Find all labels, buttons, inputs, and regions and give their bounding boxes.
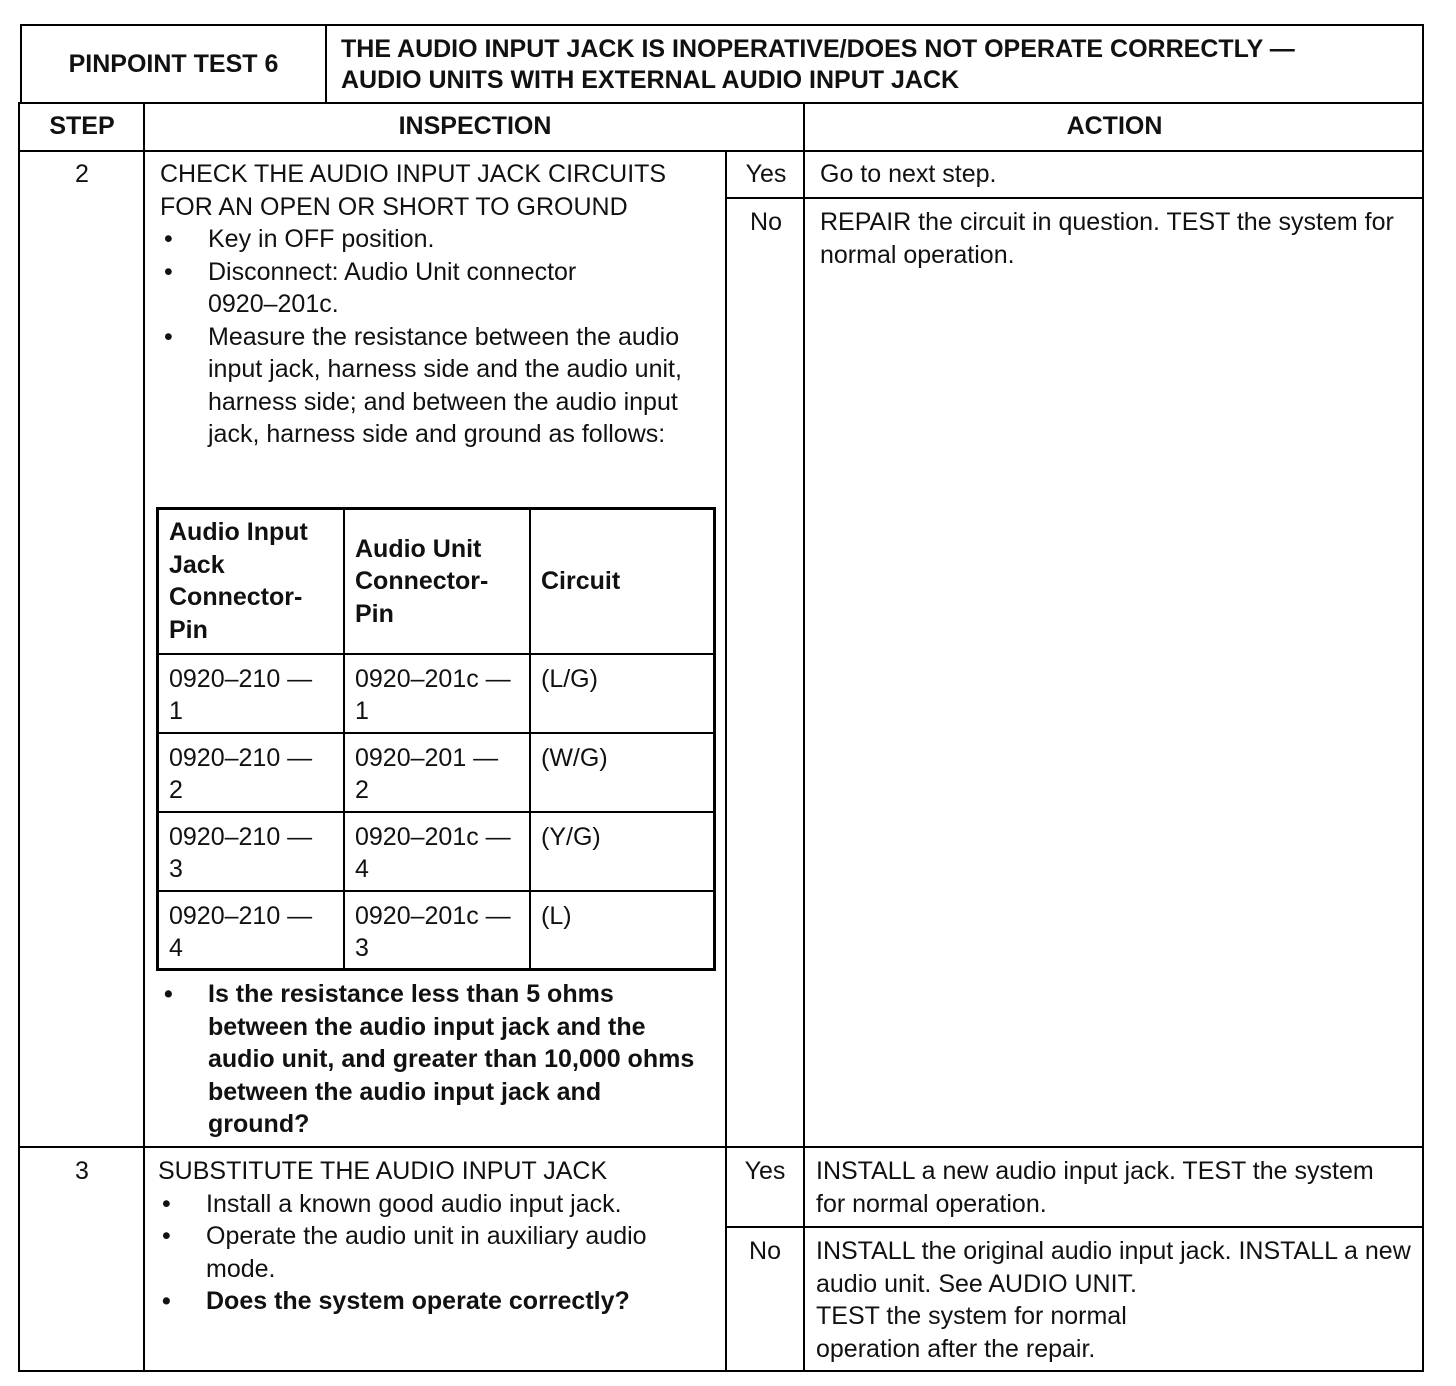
divider-step2-yes — [725, 197, 1424, 199]
step-2-heading-line-1: CHECK THE AUDIO INPUT JACK CIRCUITS — [160, 160, 667, 188]
table-cell: (L) — [530, 891, 715, 970]
step-3-bullet-1: • Install a known good audio input jack. — [158, 1188, 718, 1221]
step-2-bullet-3: • Measure the resistance between the audio input jack, harness side and the audio unit, harness side; and between the audio input jack, harness side and ground as follows: — [160, 321, 688, 451]
step-3-heading: SUBSTITUTE THE AUDIO INPUT JACK — [158, 1157, 608, 1185]
pin-table-header-unit: Audio Unit Connector-Pin — [344, 509, 530, 654]
table-cell: (Y/G) — [530, 812, 715, 891]
step-2-yes-label: Yes — [745, 160, 787, 188]
column-step: STEP — [49, 112, 115, 140]
test-header — [20, 24, 1424, 104]
step-2-bullet-1: • Key in OFF position. — [160, 223, 725, 256]
column-inspection: INSPECTION — [398, 112, 552, 140]
pin-table-header-row — [158, 509, 715, 654]
table-row — [158, 891, 715, 970]
step-2-inspection — [160, 158, 725, 451]
divider-inspection — [725, 150, 727, 1372]
step-2-yes-action: Go to next step. — [820, 160, 997, 188]
table-row — [158, 654, 715, 733]
table-cell: 0920–210 — 1 — [158, 654, 345, 733]
divider-action — [803, 102, 805, 1372]
step-2-no-label: No — [750, 208, 782, 236]
test-label: PINPOINT TEST 6 — [22, 26, 327, 102]
step-2-bullet-2: • Disconnect: Audio Unit connector 0920–201c. — [160, 256, 648, 321]
pin-resistance-table — [156, 507, 716, 971]
step-3-number: 3 — [75, 1157, 89, 1185]
pin-table-header-circuit: Circuit — [530, 509, 715, 654]
step-3-yes-action: INSTALL a new audio input jack. TEST the system for normal operation. — [816, 1157, 1374, 1218]
step-2-heading-line-2: FOR AN OPEN OR SHORT TO GROUND — [160, 192, 628, 221]
table-row — [158, 733, 715, 812]
step-2-question: • Is the resistance less than 5 ohms between the audio input jack and the audio unit, and greater than 10,000 ohms between the audio input jack and ground? — [160, 978, 705, 1141]
step-2-no-action: REPAIR the circuit in question. TEST the system for normal operation. — [820, 208, 1394, 269]
table-cell: 0920–210 — 3 — [158, 812, 345, 891]
test-title — [327, 26, 1422, 102]
table-row — [158, 812, 715, 891]
step-3-question: • Does the system operate correctly? — [158, 1285, 718, 1318]
step-3-no-action-2: TEST the system for normal operation after the repair. — [816, 1302, 1127, 1363]
divider-step3 — [18, 1146, 1424, 1148]
table-cell: 0920–201c — 4 — [344, 812, 530, 891]
step-3-no-action-1: INSTALL the original audio input jack. INSTALL a new audio unit. See AUDIO UNIT. — [816, 1237, 1411, 1298]
table-cell: 0920–210 — 2 — [158, 733, 345, 812]
step-3-no-label: No — [749, 1237, 781, 1265]
table-cell: 0920–201 — 2 — [344, 733, 530, 812]
table-cell: (W/G) — [530, 733, 715, 812]
test-title-line-1: THE AUDIO INPUT JACK IS INOPERATIVE/DOES NOT OPERATE CORRECTLY — — [341, 35, 1295, 63]
step-2-question-block — [160, 978, 705, 1141]
test-title-line-2: AUDIO UNITS WITH EXTERNAL AUDIO INPUT JACK — [341, 66, 960, 94]
step-3-bullet-2: • Operate the audio unit in auxiliary audio mode. — [158, 1220, 706, 1285]
step-2-number: 2 — [75, 160, 89, 188]
step-3-inspection — [158, 1155, 718, 1318]
table-cell: 0920–210 — 4 — [158, 891, 345, 970]
pin-table-header-jack: Audio Input Jack Connector-Pin — [158, 509, 345, 654]
table-cell: (L/G) — [530, 654, 715, 733]
step-3-no-action — [816, 1235, 1412, 1365]
column-action: ACTION — [1066, 112, 1163, 140]
step-3-yes-label: Yes — [744, 1157, 786, 1185]
table-cell: 0920–201c — 3 — [344, 891, 530, 970]
table-cell: 0920–201c — 1 — [344, 654, 530, 733]
divider-step3-yes — [725, 1226, 1424, 1228]
divider-column-head — [18, 150, 1424, 152]
